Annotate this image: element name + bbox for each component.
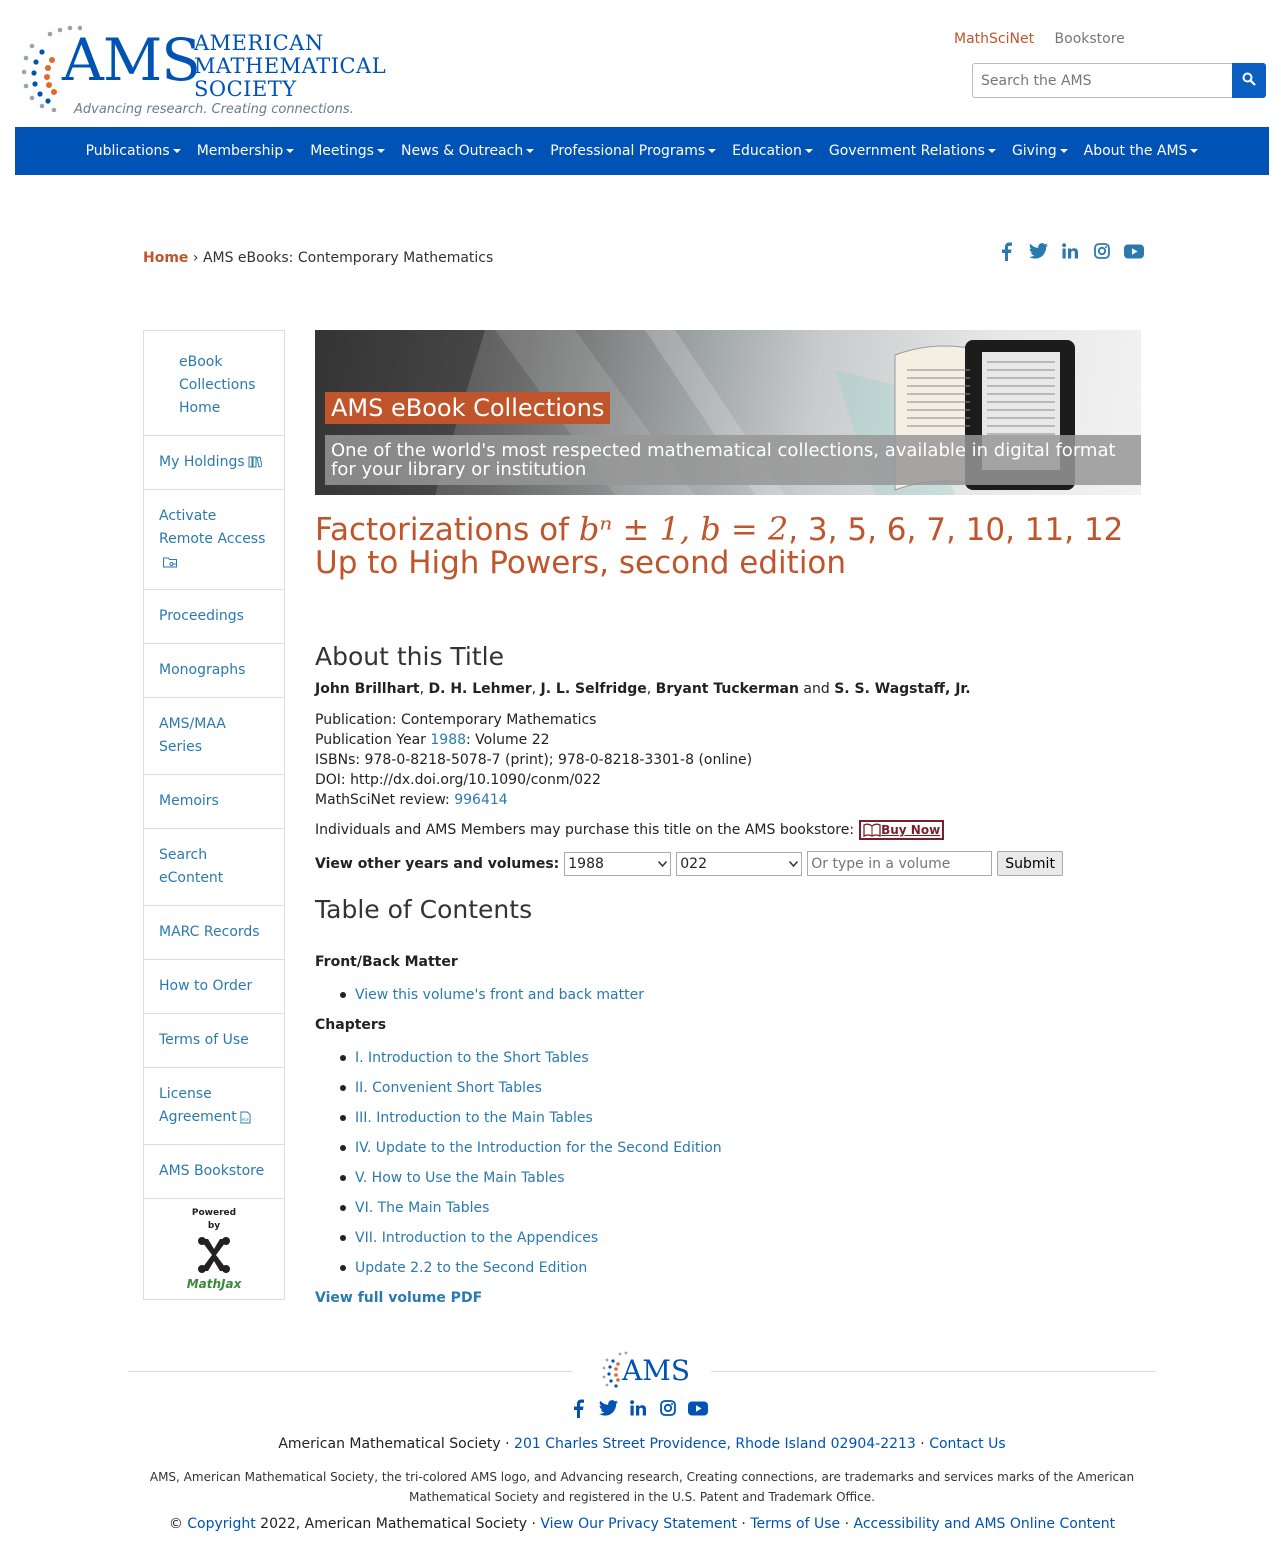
nav-membership[interactable] [189, 143, 303, 159]
pub-year-line [315, 730, 752, 750]
toc-heading: Table of Contents [315, 895, 533, 924]
front-back-heading: Front/Back Matter [315, 954, 458, 970]
year-select[interactable] [564, 852, 671, 876]
year-select-value: 1988 [568, 855, 604, 872]
nav-label: Giving [1011, 143, 1057, 159]
mathscinet-line [315, 790, 752, 810]
sidebar-item-search-econtent[interactable] [144, 829, 284, 906]
footer-divider [128, 1371, 573, 1372]
volume-select[interactable] [676, 852, 802, 876]
chapter-link[interactable]: VI. The Main Tables [355, 1200, 490, 1216]
sidebar-item-label[interactable]: AMS/MAA Series [159, 716, 226, 755]
caret-down-icon [1190, 149, 1198, 153]
isbns: ISBNs: 978-0-8218-5078-7 (print); 978-0-8218-3301-8 (online) [315, 752, 753, 768]
top-links [954, 31, 1141, 47]
front-back-list [340, 985, 644, 1015]
footer-divider [711, 1371, 1156, 1372]
copyright-link[interactable]: Copyright [187, 1516, 256, 1532]
submit-button[interactable]: Submit [997, 851, 1063, 876]
logo-name-line: MATHEMATICAL [194, 54, 387, 78]
list-item [340, 1228, 722, 1258]
publication-line [315, 710, 752, 730]
nav-label: About the AMS [1083, 143, 1188, 159]
volume-select-value: 022 [680, 855, 707, 872]
caret-down-icon [1060, 149, 1068, 153]
chevron-down-icon [658, 861, 667, 867]
trademark-notice: AMS, American Mathematical Society, the tri-colored AMS logo, and Advancing research, Creating connections, are trademarks and services marks of the American Mathematical Society and registered in the U.S. Patent and Trademark Office. [149, 1470, 1135, 1504]
sidebar-item-label[interactable]: AMS Bookstore [159, 1163, 265, 1179]
key-folder-icon [162, 556, 179, 568]
sidebar-item-proceedings[interactable] [144, 590, 284, 644]
footer-address-line: American Mathematical Society · 201 Charles Street Providence, Rhode Island 02904-2213 · Contact Us [278, 1436, 1006, 1452]
open-book-icon [863, 823, 881, 837]
book-title [315, 510, 1141, 581]
sidebar-item-ams-bookstore[interactable] [144, 1145, 284, 1199]
youtube-icon[interactable] [688, 1398, 708, 1418]
buy-now-button[interactable] [859, 820, 944, 840]
sidebar-item-terms-of-use[interactable] [144, 1014, 284, 1068]
volume-selector [315, 851, 1063, 876]
list-item [340, 1198, 722, 1228]
chevron-down-icon [789, 861, 798, 867]
search-button[interactable] [1232, 63, 1266, 98]
author-name: J. L. Selfridge [540, 681, 647, 697]
sidebar-item-label[interactable]: Search eContent [159, 847, 224, 886]
full-volume-pdf-link[interactable]: View full volume PDF [315, 1290, 483, 1306]
volume-label: : Volume 22 [466, 732, 550, 748]
chapters-heading: Chapters [315, 1017, 387, 1033]
and-word: and [803, 681, 830, 697]
svg-text:PDF: PDF [241, 1117, 249, 1122]
doi: DOI: http://dx.doi.org/10.1090/conm/022 [315, 772, 601, 788]
list-item [340, 1168, 722, 1198]
nav-education[interactable] [724, 143, 821, 159]
sidebar-item-label[interactable]: License Agreement [159, 1086, 237, 1125]
linkedin-icon[interactable] [628, 1398, 648, 1418]
footer-logo-wordmark: AMS [622, 1354, 691, 1387]
chapter-link[interactable]: VII. Introduction to the Appendices [355, 1230, 599, 1246]
pdf-icon [240, 1111, 251, 1124]
logo-society-name [194, 32, 386, 101]
nav-publications[interactable] [78, 143, 189, 159]
sidebar-item-label[interactable]: MARC Records [159, 924, 260, 940]
banner-title: AMS eBook Collections [325, 392, 610, 424]
logo-wordmark: AMS [62, 26, 201, 94]
sidebar-item-memoirs[interactable] [144, 775, 284, 829]
chapter-link[interactable]: II. Convenient Short Tables [355, 1080, 542, 1096]
nav-news-outreach[interactable] [393, 143, 542, 159]
volume-input[interactable] [807, 851, 992, 876]
pub-year-link[interactable]: 1988 [430, 732, 467, 748]
breadcrumb [143, 250, 493, 266]
list-item [340, 1258, 722, 1288]
pub-year-label: Publication Year [315, 732, 431, 748]
mathjax-powered-text: Powered [191, 1208, 237, 1218]
footer-ams-logo[interactable] [600, 1350, 691, 1392]
title-math: bⁿ ± 1, b = 2 [578, 510, 789, 548]
logo-name-line: AMERICAN [194, 31, 324, 55]
instagram-icon[interactable] [1092, 241, 1112, 261]
ebook-banner [315, 330, 1141, 495]
social-links-top [996, 241, 1144, 261]
sidebar-item-collections-home[interactable] [144, 331, 284, 436]
list-item [340, 985, 644, 1015]
footer-org-name: American Mathematical Society [278, 1436, 501, 1452]
list-item [340, 1078, 722, 1108]
breadcrumb-home[interactable]: Home [143, 250, 189, 266]
ams-logo[interactable] [22, 22, 387, 122]
twitter-icon[interactable] [598, 1398, 618, 1418]
nav-label: Education [732, 143, 802, 159]
nav-label: Publications [85, 143, 170, 159]
chapter-list [340, 1048, 722, 1288]
social-links-footer [568, 1398, 708, 1418]
sidebar-item-monographs[interactable] [144, 644, 284, 698]
sidebar-item-activate-remote-access[interactable] [144, 490, 284, 590]
sidebar-item-license-agreement[interactable] [144, 1068, 284, 1145]
nav-label: Government Relations [828, 143, 985, 159]
author-name: Bryant Tuckerman [655, 681, 799, 697]
author-name: S. S. Wagstaff, Jr. [834, 681, 971, 697]
privacy-link[interactable]: View Our Privacy Statement [540, 1516, 737, 1532]
publication-label: Publication: [315, 712, 401, 728]
sidebar-item-label[interactable]: Monographs [159, 662, 246, 678]
search-input[interactable] [972, 63, 1234, 98]
search-icon [1242, 72, 1256, 86]
copyright-text: 2022, American Mathematical Society [260, 1516, 528, 1532]
mathjax-badge[interactable] [144, 1199, 284, 1299]
sidebar-item-my-holdings[interactable] [144, 436, 284, 490]
copyright-symbol: © [168, 1516, 183, 1532]
nav-professional-programs[interactable] [542, 143, 724, 159]
caret-down-icon [173, 149, 181, 153]
caret-down-icon [988, 149, 996, 153]
about-heading: About this Title [315, 642, 505, 671]
nav-government-relations[interactable] [821, 143, 1004, 159]
nav-label: Meetings [310, 143, 374, 159]
caret-down-icon [708, 149, 716, 153]
caret-down-icon [286, 149, 294, 153]
accessibility-link[interactable]: Accessibility and AMS Online Content [853, 1516, 1116, 1532]
list-item [340, 1138, 722, 1168]
mathjax-by-text: by [207, 1221, 221, 1231]
sidebar-item-label[interactable]: Memoirs [159, 793, 219, 809]
buy-now-label: Buy Now [881, 823, 941, 837]
chapter-link[interactable]: III. Introduction to the Main Tables [355, 1110, 593, 1126]
chapter-link[interactable]: V. How to Use the Main Tables [355, 1170, 565, 1186]
chapter-link[interactable]: I. Introduction to the Short Tables [355, 1050, 589, 1066]
title-prefix: Factorizations of [315, 512, 579, 548]
facebook-icon[interactable] [996, 241, 1016, 261]
main-nav [15, 127, 1269, 175]
mathscinet-label: MathSciNet review: [315, 792, 455, 808]
terms-link[interactable]: Terms of Use [750, 1516, 841, 1532]
nav-label: Professional Programs [550, 143, 706, 159]
sidebar-item-marc-records[interactable] [144, 906, 284, 960]
nav-label: Membership [196, 143, 284, 159]
author-name: John Brillhart [315, 681, 420, 697]
sidebar-item-label[interactable]: Proceedings [159, 608, 244, 624]
sidebar-item-label[interactable]: My Holdings [159, 454, 245, 470]
sidebar-item-label[interactable]: Activate Remote Access [159, 508, 266, 547]
author-name: D. H. Lehmer [428, 681, 532, 697]
list-item [340, 1108, 722, 1138]
logo-tagline: Advancing research. Creating connections. [74, 102, 354, 117]
sidebar-item-label[interactable]: Terms of Use [159, 1032, 249, 1048]
footer-address-link[interactable]: 201 Charles Street Providence, Rhode Island 02904-2213 [514, 1436, 916, 1452]
front-back-matter-link[interactable]: View this volume's front and back matter [355, 987, 644, 1003]
youtube-icon[interactable] [1124, 241, 1144, 261]
author-list: John Brillhart, D. H. Lehmer, J. L. Selfridge, Bryant Tuckerman and S. S. Wagstaff, Jr. [315, 681, 971, 697]
books-icon [248, 456, 262, 468]
nav-about[interactable] [1076, 143, 1207, 159]
chapter-link[interactable]: Update 2.2 to the Second Edition [355, 1260, 588, 1276]
nav-meetings[interactable] [302, 143, 393, 159]
caret-down-icon [805, 149, 813, 153]
bookstore-link[interactable]: Bookstore [1054, 31, 1125, 47]
nav-label: News & Outreach [400, 143, 524, 159]
mathjax-x-icon [194, 1235, 234, 1275]
sidebar-item-label[interactable]: eBook Collections Home [179, 354, 256, 416]
caret-down-icon [526, 149, 534, 153]
purchase-text: Individuals and AMS Members may purchase this title on the AMS bookstore: [315, 822, 855, 838]
instagram-icon[interactable] [658, 1398, 678, 1418]
sidebar-item-ams-maa-series[interactable] [144, 698, 284, 775]
publication-value: Contemporary Mathematics [401, 712, 597, 728]
mathjax-name: MathJax [186, 1277, 242, 1291]
chapter-link[interactable]: IV. Update to the Introduction for the Second Edition [355, 1140, 722, 1156]
caret-down-icon [377, 149, 385, 153]
linkedin-icon[interactable] [1060, 241, 1080, 261]
nav-giving[interactable] [1004, 143, 1076, 159]
publication-meta [315, 710, 752, 810]
contact-us-link[interactable]: Contact Us [929, 1436, 1006, 1452]
breadcrumb-current: AMS eBooks: Contemporary Mathematics [202, 250, 494, 266]
twitter-icon[interactable] [1028, 241, 1048, 261]
mathscinet-review-link[interactable]: 996414 [454, 792, 508, 808]
sidebar-item-how-to-order[interactable] [144, 960, 284, 1014]
banner-subtitle: One of the world's most respected mathematical collections, available in digital format for your library or institution [325, 435, 1141, 485]
mathscinet-link[interactable]: MathSciNet [954, 31, 1035, 47]
facebook-icon[interactable] [568, 1398, 588, 1418]
title-suffix: , 3, 5, 6, 7, 10, 11, 12 Up to High Powers, second edition [315, 512, 1124, 581]
ebook-sidebar [143, 330, 285, 1300]
sidebar-item-label[interactable]: How to Order [159, 978, 253, 994]
footer-copyright-line: © Copyright 2022, American Mathematical Society · View Our Privacy Statement · Terms of Use · Accessibility and AMS Online Content [168, 1516, 1116, 1532]
purchase-line [315, 820, 944, 840]
view-other-label: View other years and volumes: [315, 855, 560, 872]
breadcrumb-separator: › [192, 250, 199, 266]
logo-name-line: SOCIETY [194, 77, 297, 101]
list-item [340, 1048, 722, 1078]
